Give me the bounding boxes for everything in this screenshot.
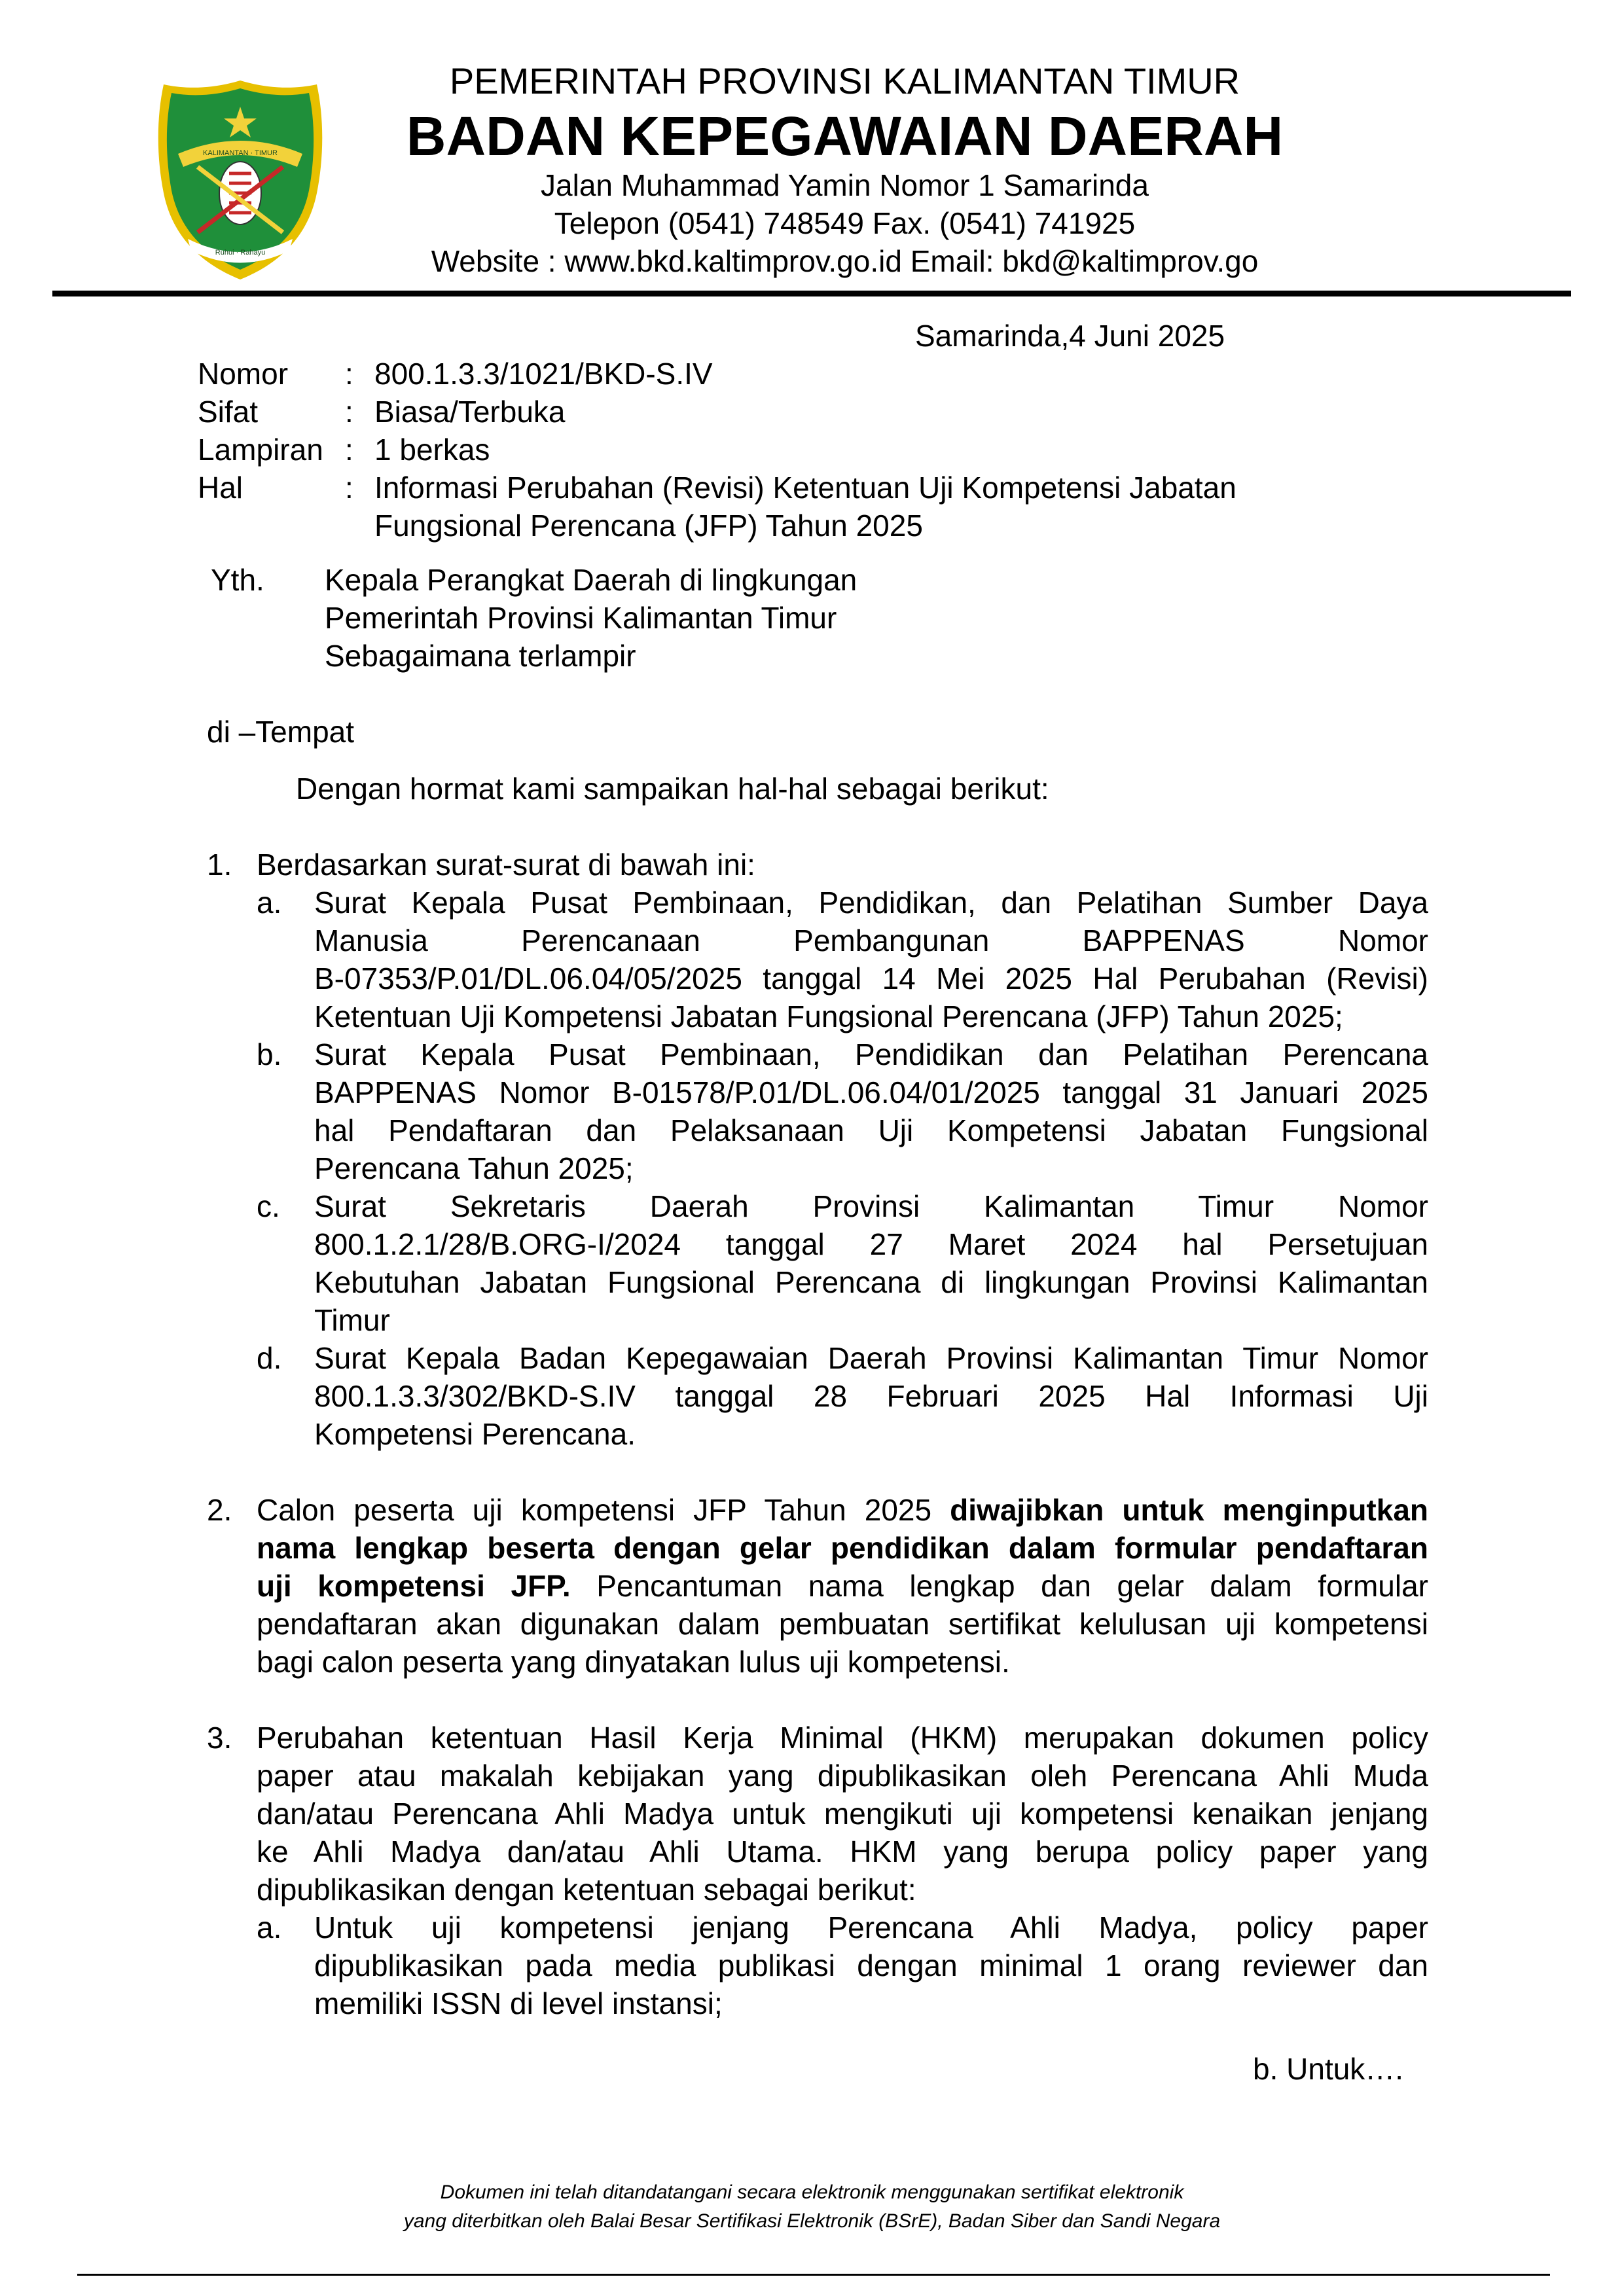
meta-label-nomor: Nomor <box>198 357 289 391</box>
item-letter: a. <box>257 886 282 920</box>
letterhead-divider <box>52 291 1571 296</box>
item-1c-line: 800.1.2.1/28/B.ORG-I/2024 tanggal 27 Maret 2024 hal Persetujuan <box>314 1227 1428 1261</box>
addressee-line: Sebagaimana terlampir <box>325 639 636 673</box>
point-2-line: pendaftaran akan digunakan dalam pembuatan sertifikat kelulusan uji kompetensi <box>257 1607 1428 1641</box>
point-3-line: dan/atau Perencana Ahli Madya untuk mengikuti uji kompetensi kenaikan jenjang <box>257 1797 1428 1831</box>
item-1b-line: BAPPENAS Nomor B-01578/P.01/DL.06.04/01/2025 tanggal 31 Januari 2025 <box>314 1075 1428 1109</box>
point-3-line: dipublikasikan dengan ketentuan sebagai berikut: <box>257 1873 916 1907</box>
point-2-line <box>257 1567 1428 1605</box>
yth-label: Yth. <box>211 563 264 597</box>
e-signature-note: Dokumen ini telah ditandatangani secara elektronik menggunakan sertifikat elektronik <box>440 2181 1184 2203</box>
continuation-marker: b. Untuk…. <box>1253 2052 1404 2086</box>
letterhead-address: Jalan Muhammad Yamin Nomor 1 Samarinda <box>541 168 1149 202</box>
meta-value-sifat: Biasa/Terbuka <box>374 395 566 429</box>
point-2-emphasis-line: nama lengkap beserta dengan gelar pendidikan dalam formular pendaftaran <box>257 1531 1428 1565</box>
item-1a-line: Manusia Perencanaan Pembangunan BAPPENAS Nomor <box>314 924 1428 958</box>
meta-label-lampiran: Lampiran <box>198 433 323 467</box>
item-letter: d. <box>257 1341 282 1375</box>
item-1d-line: Surat Kepala Badan Kepegawaian Daerah Provinsi Kalimantan Timur Nomor <box>314 1341 1428 1375</box>
item-1c-line: Timur <box>314 1303 390 1337</box>
meta-value-nomor: 800.1.3.3/1021/BKD-S.IV <box>374 357 713 391</box>
item-1b-line: hal Pendaftaran dan Pelaksanaan Uji Kompetensi Jabatan Fungsional <box>314 1113 1428 1147</box>
addressee-line: Kepala Perangkat Daerah di lingkungan <box>325 563 857 597</box>
meta-sep: : <box>345 433 353 467</box>
emblem-ribbon-text: KALIMANTAN · TIMUR <box>203 149 278 157</box>
item-3a-line: memiliki ISSN di level instansi; <box>314 1986 723 2020</box>
item-1a-line: Surat Kepala Pusat Pembinaan, Pendidikan, dan Pelatihan Sumber Daya <box>314 886 1428 920</box>
item-1b-line: Perencana Tahun 2025; <box>314 1151 634 1185</box>
point-2-emphasis: diwajibkan untuk menginputkan <box>950 1493 1429 1527</box>
meta-value-hal-cont: Fungsional Perencana (JFP) Tahun 2025 <box>374 509 923 543</box>
di-tempat: di –Tempat <box>207 715 355 749</box>
point-2-text: Pencantuman nama lengkap dan gelar dalam formular <box>570 1569 1428 1603</box>
point-2-emphasis: uji kompetensi JFP. <box>257 1569 571 1603</box>
point-2-line <box>257 1491 1428 1529</box>
addressee-line: Pemerintah Provinsi Kalimantan Timur <box>325 601 837 635</box>
point-number: 1. <box>207 848 232 882</box>
item-letter: b. <box>257 1037 282 1071</box>
item-3a-line: Untuk uji kompetensi jenjang Perencana Ahli Madya, policy paper <box>314 1910 1428 1945</box>
emblem-motto-text: Ruhui · Rahayu <box>215 249 266 257</box>
point-number: 3. <box>207 1721 232 1755</box>
place-date: Samarinda,4 Juni 2025 <box>915 319 1225 353</box>
item-1c-line: Kebutuhan Jabatan Fungsional Perencana di lingkungan Provinsi Kalimantan <box>314 1265 1428 1299</box>
item-1c-line: Surat Sekretaris Daerah Provinsi Kalimantan Timur Nomor <box>314 1189 1428 1223</box>
letterhead-web: Website : www.bkd.kaltimprov.go.id Email: bkd@kaltimprov.go <box>431 244 1259 278</box>
meta-sep: : <box>345 471 353 505</box>
item-1a-line: B-07353/P.01/DL.06.04/05/2025 tanggal 14 Mei 2025 Hal Perubahan (Revisi) <box>314 961 1428 996</box>
item-1d-line: 800.1.3.3/302/BKD-S.IV tanggal 28 Februari 2025 Hal Informasi Uji <box>314 1379 1428 1413</box>
item-1b-line: Surat Kepala Pusat Pembinaan, Pendidikan dan Pelatihan Perencana <box>314 1037 1428 1071</box>
item-1a-line: Ketentuan Uji Kompetensi Jabatan Fungsional Perencana (JFP) Tahun 2025; <box>314 999 1343 1033</box>
point-3-line: Perubahan ketentuan Hasil Kerja Minimal (HKM) merupakan dokumen policy <box>257 1721 1428 1755</box>
e-signature-note: yang diterbitkan oleh Balai Besar Sertifikasi Elektronik (BSrE), Badan Siber dan Sandi Negara <box>403 2210 1221 2232</box>
meta-sep: : <box>345 357 353 391</box>
item-letter: a. <box>257 1910 282 1945</box>
meta-value-lampiran: 1 berkas <box>374 433 490 467</box>
letterhead-phone: Telepon (0541) 748549 Fax. (0541) 741925 <box>554 206 1136 240</box>
meta-label-sifat: Sifat <box>198 395 259 429</box>
point-3-line: paper atau makalah kebijakan yang dipublikasikan oleh Perencana Ahli Muda <box>257 1759 1428 1793</box>
point-2-line: bagi calon peserta yang dinyatakan lulus uji kompetensi. <box>257 1645 1010 1679</box>
letterhead-agency: BADAN KEPEGAWAIAN DAERAH <box>406 105 1284 167</box>
point-1-intro: Berdasarkan surat-surat di bawah ini: <box>257 848 755 882</box>
footer-divider <box>77 2274 1550 2276</box>
meta-sep: : <box>345 395 353 429</box>
item-1d-line: Kompetensi Perencana. <box>314 1417 636 1451</box>
item-letter: c. <box>257 1189 280 1223</box>
opening-sentence: Dengan hormat kami sampaikan hal-hal sebagai berikut: <box>296 772 1049 806</box>
point-number: 2. <box>207 1493 232 1527</box>
letterhead-government: PEMERINTAH PROVINSI KALIMANTAN TIMUR <box>449 60 1240 101</box>
meta-label-hal: Hal <box>198 471 244 505</box>
item-3a-line: dipublikasikan pada media publikasi dengan minimal 1 orang reviewer dan <box>314 1948 1428 1982</box>
point-2-text: Calon peserta uji kompetensi JFP Tahun 2025 <box>257 1493 950 1527</box>
point-3-line: ke Ahli Madya dan/atau Ahli Utama. HKM yang berupa policy paper yang <box>257 1835 1428 1869</box>
meta-value-hal: Informasi Perubahan (Revisi) Ketentuan Uji Kompetensi Jabatan <box>374 471 1236 505</box>
